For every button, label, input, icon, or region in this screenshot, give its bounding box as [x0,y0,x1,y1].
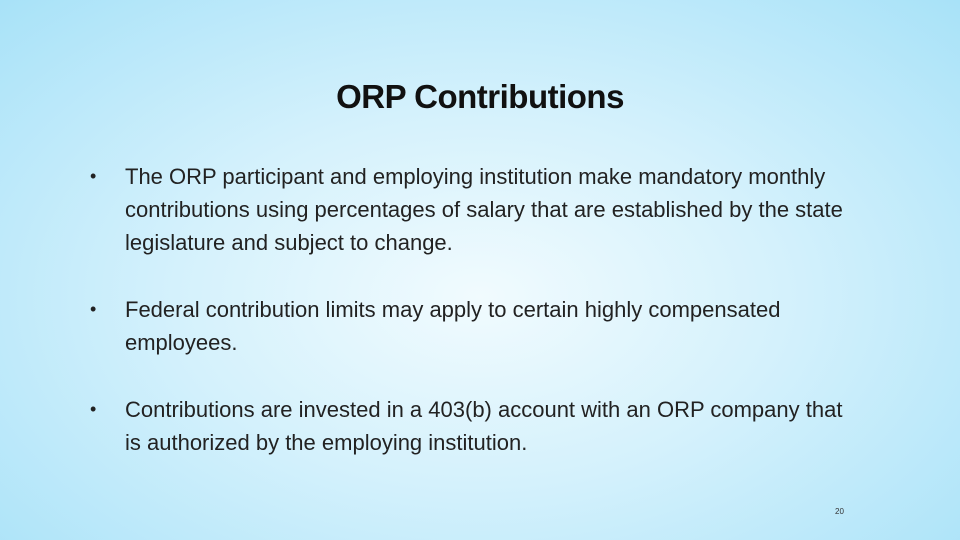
bullet-icon: • [90,299,97,319]
bullet-item [90,393,860,459]
bullet-text: The ORP participant and employing institution make mandatory monthly contributions using percentages of salary that are established by the state legislature and subject to change. [125,164,843,255]
bullet-icon: • [90,166,97,186]
bullet-item [90,293,860,359]
bullet-icon: • [90,399,97,419]
bullet-list [90,160,860,493]
slide-title: ORP Contributions [336,78,624,115]
bullet-item [90,160,860,259]
page-number: 20 [835,507,844,516]
bullet-text: Contributions are invested in a 403(b) account with an ORP company that is authorized by the employing institution. [125,397,843,455]
bullet-text: Federal contribution limits may apply to certain highly compensated employees. [125,297,781,355]
